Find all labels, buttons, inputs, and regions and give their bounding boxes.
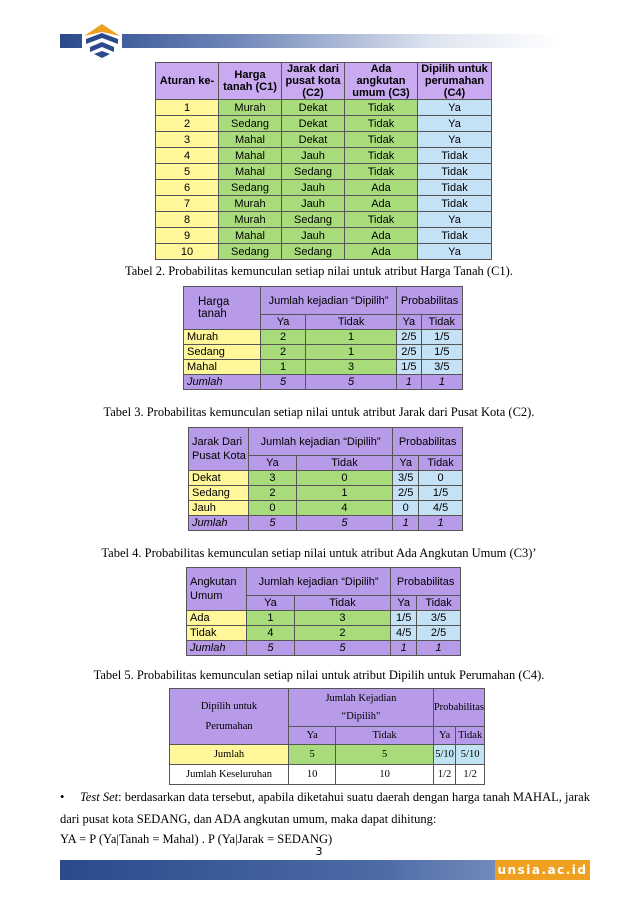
footer-site: unsia.ac.id	[495, 860, 590, 880]
cell: 4/5	[419, 501, 463, 516]
cell: 1	[247, 611, 295, 626]
cell: Sedang	[219, 244, 282, 260]
cell: Dekat	[282, 100, 345, 116]
cell: Ya	[418, 100, 492, 116]
cell: Mahal	[219, 132, 282, 148]
total-cell: 1	[391, 641, 417, 656]
total-cell: 5	[247, 641, 295, 656]
row-label: Sedang	[189, 486, 249, 501]
cell: 5/10	[433, 745, 455, 765]
table-row	[156, 132, 492, 148]
bullet-paragraph	[60, 786, 590, 830]
ya-header: Ya	[393, 456, 419, 471]
tidak-header: Tidak	[306, 315, 397, 330]
cell: Murah	[219, 212, 282, 228]
cell: 1	[306, 330, 397, 345]
row-label: Jumlah	[170, 745, 289, 765]
cell: 3	[294, 611, 390, 626]
cell: 1	[296, 486, 392, 501]
cell: 3	[306, 360, 397, 375]
tidak-header: Tidak	[421, 315, 462, 330]
cell: 2/5	[417, 626, 461, 641]
cell: 6	[156, 180, 219, 196]
cell: Tidak	[345, 164, 418, 180]
caption-table-5: Tabel 5. Probabilitas kemunculan setiap nilai untuk atribut Dipilih untuk Perumahan (C4).	[93, 668, 545, 682]
table-row	[189, 486, 463, 501]
cell: Jauh	[282, 180, 345, 196]
table-row	[156, 100, 492, 116]
cell: Mahal	[219, 148, 282, 164]
cell: 5	[156, 164, 219, 180]
cell: 10	[336, 765, 433, 785]
cell: Tidak	[345, 132, 418, 148]
tidak-header: Tidak	[296, 456, 392, 471]
col-header: Aturan ke-	[156, 63, 219, 100]
cell: 5/10	[456, 745, 485, 765]
table-row	[156, 228, 492, 244]
tidak-header: Tidak	[336, 727, 433, 745]
cell: 3	[156, 132, 219, 148]
cell: Sedang	[282, 212, 345, 228]
cell: 2/5	[397, 345, 421, 360]
total-cell: 5	[296, 516, 392, 531]
cell: 10	[289, 765, 336, 785]
total-cell: 5	[294, 641, 390, 656]
cell: Murah	[219, 196, 282, 212]
table-row	[189, 471, 463, 486]
cell: Jauh	[282, 228, 345, 244]
attr-header: Angkutan Umum	[187, 568, 247, 611]
cell: Ya	[418, 244, 492, 260]
cell: Tidak	[418, 148, 492, 164]
cell: Sedang	[282, 164, 345, 180]
total-cell: 1	[419, 516, 463, 531]
tidak-header: Tidak	[294, 596, 390, 611]
cell: 2	[261, 345, 306, 360]
cell: Sedang	[282, 244, 345, 260]
total-cell: 1	[417, 641, 461, 656]
total-cell: 5	[306, 375, 397, 390]
table-row	[156, 244, 492, 260]
cell: Mahal	[219, 228, 282, 244]
cell: 0	[249, 501, 297, 516]
cell: Ada	[345, 196, 418, 212]
table-row	[184, 360, 463, 375]
count-header: Jumlah kejadian “Dipilih”	[247, 568, 391, 596]
page-footer	[60, 860, 590, 880]
cell: Ada	[345, 244, 418, 260]
cell: Dekat	[282, 132, 345, 148]
cell: 2	[294, 626, 390, 641]
header-bar	[60, 34, 560, 48]
cell: Tidak	[418, 196, 492, 212]
cell: Ada	[345, 180, 418, 196]
cell: 1/5	[419, 486, 463, 501]
col-header: Jarak dari pusat kota (C2)	[282, 63, 345, 100]
total-label: Jumlah	[184, 375, 261, 390]
cell: 1/5	[421, 345, 462, 360]
cell: Jauh	[282, 148, 345, 164]
count-header: Jumlah kejadian “Dipilih”	[261, 287, 397, 315]
cell: 10	[156, 244, 219, 260]
total-row	[187, 641, 461, 656]
cell: 1/2	[433, 765, 455, 785]
row-label: Mahal	[184, 360, 261, 375]
table-row	[184, 345, 463, 360]
total-row	[189, 516, 463, 531]
cell: Tidak	[345, 100, 418, 116]
caption-table-4: Tabel 4. Probabilitas kemunculan setiap nilai untuk atribut Ada Angkutan Umum (C3)’	[101, 546, 537, 560]
tidak-header: Tidak	[417, 596, 461, 611]
row-label: Jumlah Keseluruhan	[170, 765, 289, 785]
table-row	[156, 196, 492, 212]
page-header	[60, 30, 560, 50]
ya-header: Ya	[391, 596, 417, 611]
prob-header: Probabilitas	[391, 568, 461, 596]
total-row	[184, 375, 463, 390]
cell: Ya	[418, 116, 492, 132]
total-cell: 1	[397, 375, 421, 390]
cell: Mahal	[219, 164, 282, 180]
cell: 3/5	[421, 360, 462, 375]
cell: 7	[156, 196, 219, 212]
row-label: Ada	[187, 611, 247, 626]
count-header: Jumlah kejadian “Dipilih”	[249, 428, 393, 456]
attr-header: Dipilih untuk Perumahan	[170, 689, 289, 745]
cell: 3/5	[417, 611, 461, 626]
cell: 2/5	[397, 330, 421, 345]
cell: 5	[289, 745, 336, 765]
table-row	[156, 212, 492, 228]
cell: 4	[296, 501, 392, 516]
prob-header: Probabilitas	[433, 689, 484, 727]
cell: 4/5	[391, 626, 417, 641]
ya-header: Ya	[433, 727, 455, 745]
row-label: Sedang	[184, 345, 261, 360]
col-header: Ada angkutan umum (C3)	[345, 63, 418, 100]
table-row	[156, 180, 492, 196]
cell: 2/5	[393, 486, 419, 501]
cell: 2	[156, 116, 219, 132]
total-cell: 5	[261, 375, 306, 390]
row-label: Jauh	[189, 501, 249, 516]
cell: Dekat	[282, 116, 345, 132]
cell: 8	[156, 212, 219, 228]
rules-table	[155, 62, 492, 260]
cell: Ya	[418, 132, 492, 148]
table-row	[156, 148, 492, 164]
table-row	[156, 116, 492, 132]
cell: Tidak	[345, 212, 418, 228]
cell: 1/2	[456, 765, 485, 785]
cell: 1	[261, 360, 306, 375]
cell: Tidak	[418, 180, 492, 196]
attr-header	[189, 428, 249, 471]
probability-table-c2	[188, 427, 463, 531]
attr-header-text: Jarak Dari Pusat Kota	[192, 436, 246, 462]
cell: 2	[249, 486, 297, 501]
page-number: 3	[315, 845, 323, 858]
ya-header: Ya	[249, 456, 297, 471]
cell: Ada	[345, 228, 418, 244]
cell: Murah	[219, 100, 282, 116]
cell: Tidak	[345, 148, 418, 164]
cell: 0	[419, 471, 463, 486]
tidak-header: Tidak	[456, 727, 485, 745]
table-row	[187, 611, 461, 626]
caption-table-3: Tabel 3. Probabilitas kemunculan setiap nilai untuk atribut Jarak dari Pusat Kota (C2).	[103, 405, 535, 419]
col-header: Dipilih untuk perumahan (C4)	[418, 63, 492, 100]
col-header: Harga tanah (C1)	[219, 63, 282, 100]
probability-table-c4	[169, 688, 485, 785]
university-logo-icon	[82, 22, 122, 60]
probability-table-c3	[186, 567, 461, 656]
cell: Tidak	[418, 228, 492, 244]
cell: 3	[249, 471, 297, 486]
cell: 0	[296, 471, 392, 486]
cell: 1	[156, 100, 219, 116]
total-label: Jumlah	[189, 516, 249, 531]
cell: 4	[247, 626, 295, 641]
ya-header: Ya	[397, 315, 421, 330]
row-label: Dekat	[189, 471, 249, 486]
probability-table-c1	[183, 286, 463, 390]
ya-header: Ya	[289, 727, 336, 745]
ya-header: Ya	[261, 315, 306, 330]
cell: 2	[261, 330, 306, 345]
bullet-icon: •	[60, 790, 65, 804]
cell: Ya	[418, 212, 492, 228]
row-label: Tidak	[187, 626, 247, 641]
row-label: Murah	[184, 330, 261, 345]
cell: Sedang	[219, 116, 282, 132]
cell: 9	[156, 228, 219, 244]
cell: 3/5	[393, 471, 419, 486]
table-row	[187, 626, 461, 641]
total-cell: 5	[249, 516, 297, 531]
formula-line: YA = P (Ya|Tanah = Mahal) . P (Ya|Jarak = SEDANG)	[60, 832, 333, 846]
total-cell: 1	[421, 375, 462, 390]
bullet-text: : berdasarkan data tersebut, apabila diketahui suatu daerah dengan harga tanah MAHAL, jarak dari pusat kota SEDANG, dan ADA angkutan umum, maka dapat dihitung:	[60, 790, 590, 826]
cell: 4	[156, 148, 219, 164]
cell: 1/5	[421, 330, 462, 345]
table-row	[156, 164, 492, 180]
table-row	[184, 330, 463, 345]
table-row	[189, 501, 463, 516]
bullet-term: Test Set	[80, 790, 119, 804]
total-label: Jumlah	[187, 641, 247, 656]
cell: Tidak	[345, 116, 418, 132]
cell: Tidak	[418, 164, 492, 180]
cell: Jauh	[282, 196, 345, 212]
cell: 0	[393, 501, 419, 516]
tidak-header: Tidak	[419, 456, 463, 471]
cell: 1/5	[391, 611, 417, 626]
count-header: Jumlah Kejadian “Dipilih"	[289, 689, 434, 727]
attr-header: Harga tanah	[184, 287, 261, 330]
prob-header: Probabilitas	[393, 428, 463, 456]
prob-header: Probabilitas	[397, 287, 463, 315]
cell: 1	[306, 345, 397, 360]
cell: 5	[336, 745, 433, 765]
caption-table-2: Tabel 2. Probabilitas kemunculan setiap nilai untuk atribut Harga Tanah (C1).	[125, 264, 513, 278]
cell: 1/5	[397, 360, 421, 375]
ya-header: Ya	[247, 596, 295, 611]
cell: Sedang	[219, 180, 282, 196]
total-cell: 1	[393, 516, 419, 531]
